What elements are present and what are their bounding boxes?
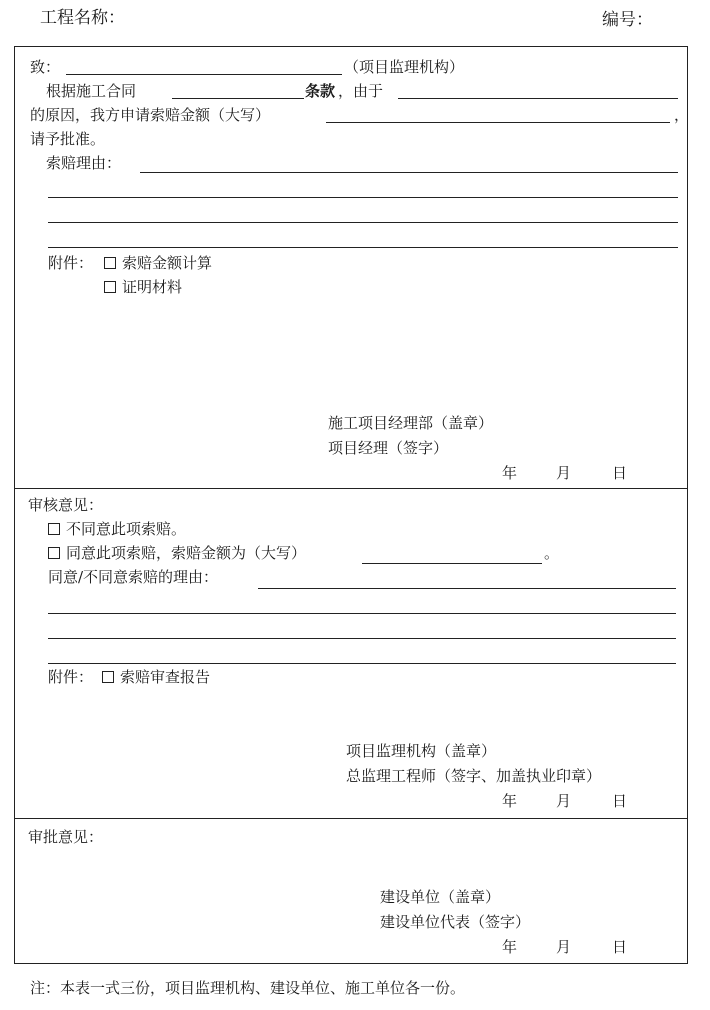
claim-reason-line-1[interactable] (140, 172, 678, 173)
cause-field[interactable] (398, 98, 678, 99)
review-reason-label: 同意/不同意索赔的理由： (48, 568, 219, 586)
review-reason-line-3[interactable] (48, 638, 676, 639)
option-agree-checkbox[interactable] (48, 547, 60, 559)
project-manager-sign: 项目经理（签字） (328, 439, 449, 457)
review-date-day: 日 (612, 792, 628, 810)
claim-reason-line-4[interactable] (48, 247, 678, 248)
attachment-calc-checkbox[interactable] (104, 257, 116, 269)
comma-mark: ， (674, 106, 690, 124)
form-frame (14, 46, 688, 964)
due-to-label: ，由于 (338, 82, 384, 100)
section-divider-1 (14, 488, 688, 489)
clause-label: 条款 (305, 82, 336, 100)
period-mark: 。 (544, 544, 560, 562)
owner-unit-seal: 建设单位（盖章） (380, 888, 501, 906)
review-reason-line-4[interactable] (48, 663, 676, 664)
approved-amount-field[interactable] (362, 563, 542, 564)
option-agree-label: 同意此项索赔，索赔金额为（大写） (66, 544, 307, 562)
review-report-label: 索赔审查报告 (120, 668, 211, 686)
review-date-year: 年 (502, 792, 518, 810)
contract-prefix: 根据施工合同 (46, 82, 137, 100)
approval-date-day: 日 (612, 938, 628, 956)
review-report-item[interactable] (102, 667, 210, 687)
option-disagree-checkbox[interactable] (48, 523, 60, 535)
supervision-org-seal: 项目监理机构（盖章） (346, 742, 497, 760)
date-month: 月 (556, 464, 572, 482)
date-year: 年 (502, 464, 518, 482)
to-recipient-field[interactable] (66, 74, 342, 75)
attachment-label: 附件： (48, 254, 94, 272)
claim-reason-line-3[interactable] (48, 222, 678, 223)
option-agree-item[interactable] (48, 543, 306, 563)
claim-reason-line-2[interactable] (48, 197, 678, 198)
owner-rep-sign: 建设单位代表（签字） (380, 913, 531, 931)
chief-engineer-sign: 总监理工程师（签字、加盖执业印章） (346, 767, 602, 785)
claim-amount-field[interactable] (326, 122, 670, 123)
attachment-proof-label: 证明材料 (122, 278, 183, 296)
request-approval-text: 请予批准。 (30, 130, 106, 148)
supervision-org-label: （项目监理机构） (344, 58, 465, 76)
construction-dept-seal: 施工项目经理部（盖章） (328, 414, 494, 432)
review-reason-line-1[interactable] (258, 588, 676, 589)
footer-note: 注：本表一式三份，项目监理机构、建设单位、施工单位各一份。 (30, 979, 466, 997)
attachment-proof-item[interactable] (104, 277, 182, 297)
review-report-checkbox[interactable] (102, 671, 114, 683)
option-disagree-label: 不同意此项索赔。 (66, 520, 187, 538)
form-number-label: 编号： (602, 10, 653, 30)
section-divider-2 (14, 818, 688, 819)
attachment-calc-item[interactable] (104, 253, 212, 273)
attachment-calc-label: 索赔金额计算 (122, 254, 213, 272)
claim-amount-label: 的原因，我方申请索赔金额（大写） (30, 106, 271, 124)
approval-date-month: 月 (556, 938, 572, 956)
review-opinion-title: 审核意见： (28, 496, 104, 514)
claim-reason-label: 索赔理由： (46, 154, 122, 172)
approval-opinion-title: 审批意见： (28, 828, 104, 846)
attachment-proof-checkbox[interactable] (104, 281, 116, 293)
review-date-month: 月 (556, 792, 572, 810)
review-reason-line-2[interactable] (48, 613, 676, 614)
date-day: 日 (612, 464, 628, 482)
option-disagree-item[interactable] (48, 519, 186, 539)
to-label: 致： (30, 58, 61, 76)
project-name-label: 工程名称： (40, 8, 125, 28)
contract-clause-field[interactable] (172, 98, 304, 99)
review-attachment-label: 附件： (48, 668, 94, 686)
approval-date-year: 年 (502, 938, 518, 956)
